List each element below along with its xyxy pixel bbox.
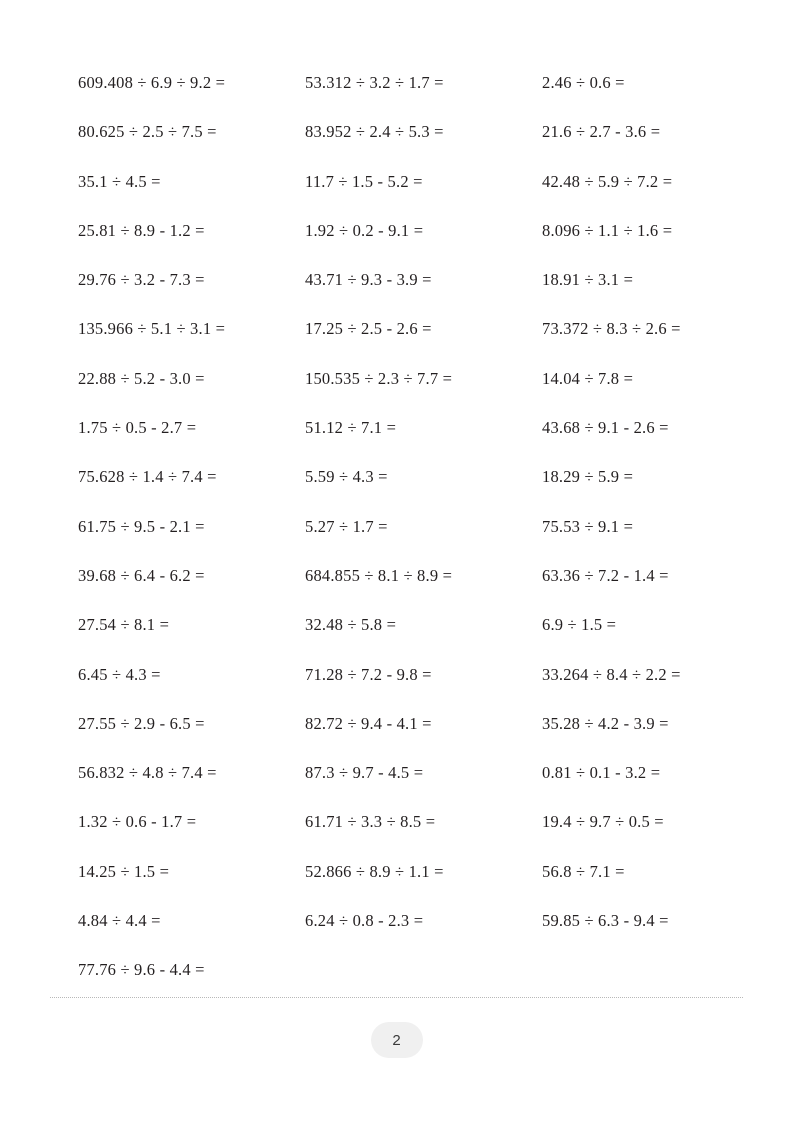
- problem-item: 6.45 ÷ 4.3 =: [78, 664, 161, 684]
- problem-item: 61.75 ÷ 9.5 - 2.1 =: [78, 516, 205, 536]
- problem-item: 27.54 ÷ 8.1 =: [78, 615, 170, 635]
- problem-item: 61.71 ÷ 3.3 ÷ 8.5 =: [305, 812, 436, 832]
- problem-item: 42.48 ÷ 5.9 ÷ 7.2 =: [542, 171, 673, 191]
- problem-column-3: [542, 58, 718, 945]
- problem-item: 1.32 ÷ 0.6 - 1.7 =: [78, 812, 197, 832]
- problem-item: 27.55 ÷ 2.9 - 6.5 =: [78, 713, 205, 733]
- problem-item: 17.25 ÷ 2.5 - 2.6 =: [305, 319, 432, 339]
- problem-item: 1.92 ÷ 0.2 - 9.1 =: [305, 220, 424, 240]
- problem-item: 150.535 ÷ 2.3 ÷ 7.7 =: [305, 368, 453, 388]
- problem-item: 59.85 ÷ 6.3 - 9.4 =: [542, 911, 669, 931]
- problem-item: 32.48 ÷ 5.8 =: [305, 615, 397, 635]
- problem-item: 75.628 ÷ 1.4 ÷ 7.4 =: [78, 467, 217, 487]
- problem-item: 21.6 ÷ 2.7 - 3.6 =: [542, 122, 661, 142]
- problem-item: 4.84 ÷ 4.4 =: [78, 911, 161, 931]
- problem-item: 53.312 ÷ 3.2 ÷ 1.7 =: [305, 73, 444, 92]
- problem-item: 18.91 ÷ 3.1 =: [542, 270, 634, 290]
- problem-item: 51.12 ÷ 7.1 =: [305, 418, 397, 438]
- problem-item: 18.29 ÷ 5.9 =: [542, 467, 634, 487]
- problem-item: 71.28 ÷ 7.2 - 9.8 =: [305, 664, 432, 684]
- problem-item: 25.81 ÷ 8.9 - 1.2 =: [78, 220, 205, 240]
- problem-item: 135.966 ÷ 5.1 ÷ 3.1 =: [78, 319, 226, 339]
- problem-item: 19.4 ÷ 9.7 ÷ 0.5 =: [542, 812, 664, 832]
- page-number-container: [0, 1022, 793, 1058]
- problem-column-2: [305, 58, 542, 945]
- problem-item: 33.264 ÷ 8.4 ÷ 2.2 =: [542, 664, 681, 684]
- problem-item: 80.625 ÷ 2.5 ÷ 7.5 =: [78, 122, 217, 142]
- problem-item: 35.28 ÷ 4.2 - 3.9 =: [542, 713, 669, 733]
- problem-item: 1.75 ÷ 0.5 - 2.7 =: [78, 418, 197, 438]
- problem-item: 39.68 ÷ 6.4 - 6.2 =: [78, 565, 205, 585]
- problem-grid: [78, 58, 718, 995]
- problem-item: 11.7 ÷ 1.5 - 5.2 =: [305, 171, 423, 191]
- problem-item: 43.71 ÷ 9.3 - 3.9 =: [305, 270, 432, 290]
- problem-item: 684.855 ÷ 8.1 ÷ 8.9 =: [305, 565, 453, 585]
- problem-item: 0.81 ÷ 0.1 - 3.2 =: [542, 763, 661, 783]
- problem-item: 35.1 ÷ 4.5 =: [78, 171, 161, 191]
- problem-item: 8.096 ÷ 1.1 ÷ 1.6 =: [542, 220, 673, 240]
- problem-item: 77.76 ÷ 9.6 - 4.4 =: [78, 960, 205, 980]
- problem-item: 63.36 ÷ 7.2 - 1.4 =: [542, 565, 669, 585]
- problem-item: 5.59 ÷ 4.3 =: [305, 467, 388, 487]
- problem-item: 73.372 ÷ 8.3 ÷ 2.6 =: [542, 319, 681, 339]
- problem-item: 83.952 ÷ 2.4 ÷ 5.3 =: [305, 122, 444, 142]
- problem-item: 29.76 ÷ 3.2 - 7.3 =: [78, 270, 205, 290]
- problem-item: 22.88 ÷ 5.2 - 3.0 =: [78, 368, 205, 388]
- problem-item: 6.24 ÷ 0.8 - 2.3 =: [305, 911, 424, 931]
- problem-item: 5.27 ÷ 1.7 =: [305, 516, 388, 536]
- footer-divider: [50, 997, 743, 998]
- problem-item: 56.832 ÷ 4.8 ÷ 7.4 =: [78, 763, 217, 783]
- problem-item: 609.408 ÷ 6.9 ÷ 9.2 =: [78, 73, 226, 92]
- problem-item: 87.3 ÷ 9.7 - 4.5 =: [305, 763, 424, 783]
- page-number: 2: [371, 1022, 423, 1058]
- problem-item: 52.866 ÷ 8.9 ÷ 1.1 =: [305, 861, 444, 881]
- problem-column-1: [78, 58, 305, 995]
- problem-item: 43.68 ÷ 9.1 - 2.6 =: [542, 418, 669, 438]
- problem-item: 56.8 ÷ 7.1 =: [542, 861, 625, 881]
- problem-item: 14.25 ÷ 1.5 =: [78, 861, 170, 881]
- problem-item: 14.04 ÷ 7.8 =: [542, 368, 634, 388]
- problem-item: 2.46 ÷ 0.6 =: [542, 73, 625, 92]
- problem-item: 6.9 ÷ 1.5 =: [542, 615, 617, 635]
- problem-columns: [78, 58, 718, 995]
- problem-item: 82.72 ÷ 9.4 - 4.1 =: [305, 713, 432, 733]
- problem-item: 75.53 ÷ 9.1 =: [542, 516, 634, 536]
